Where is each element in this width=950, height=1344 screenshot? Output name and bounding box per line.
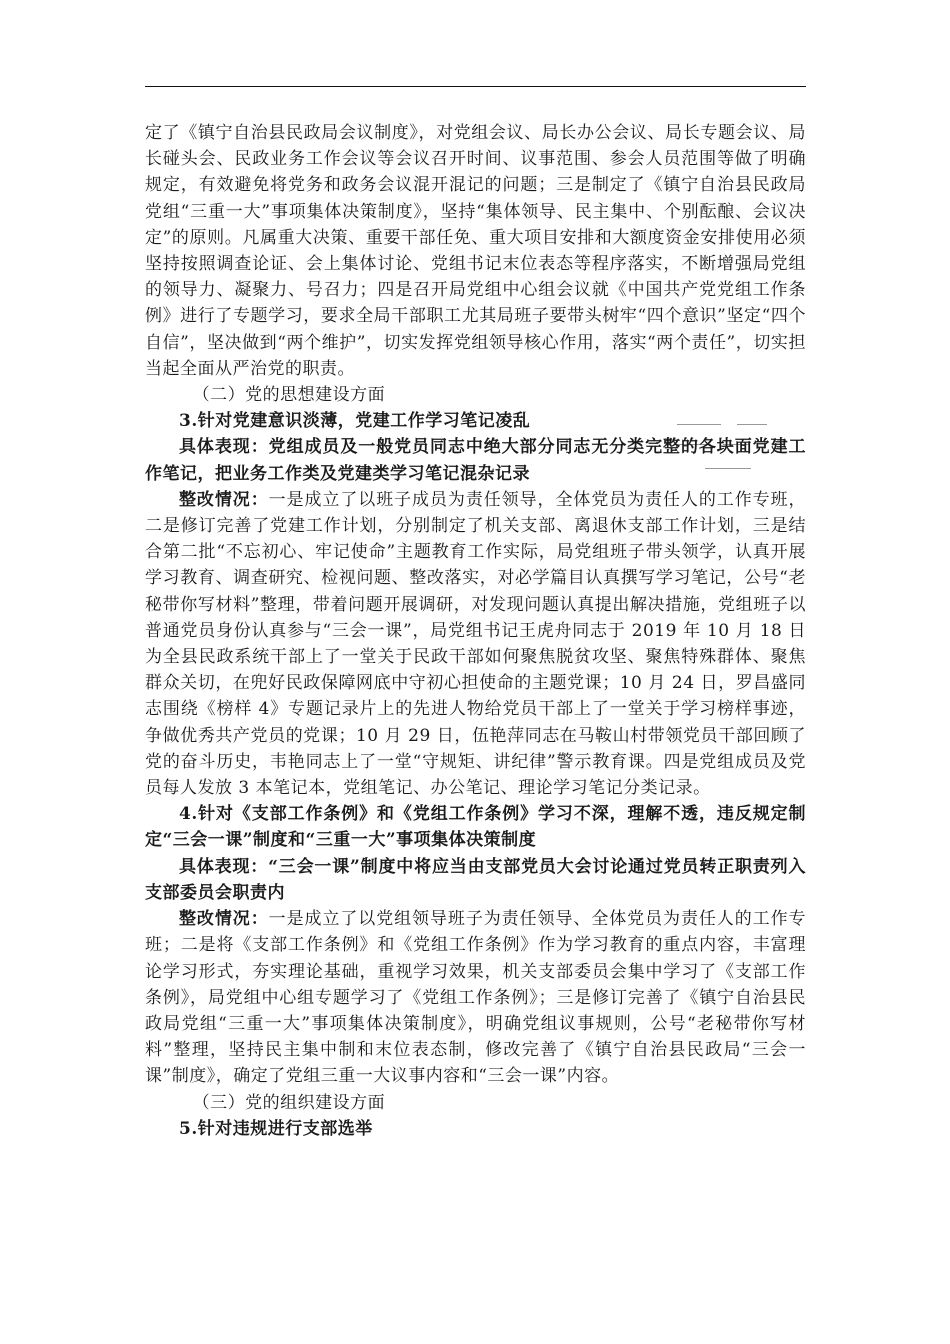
issue-3-rectification xyxy=(145,487,806,801)
issue-4-expression xyxy=(145,854,806,906)
issue-3-expression xyxy=(145,434,806,486)
issue-heading-5: 5.针对违规进行支部选举 xyxy=(179,1118,373,1139)
rectification-text: 一是成立了以班子成员为责任领导，全体党员为责任人的工作专班，二是修订完善了党建工作计划，分别制定了机关支部、离退休支部工作计划，三是结合第二批“不忘初心、牢记使命”主题教育工作实际，局党组班子带头领学，认真开展学习教育、调查研究、检视问题、整改落实，对必学篇目认真撰写学习笔记，公号“老秘带你写材料”整理，带着问题开展调研，对发现问题认真提出解决措施，党组班子以普通党员身份认真参与“三会一课”，局党组书记王虎舟同志于 2019 年 10 月 18 日为全县民政系统干部上了一堂关于民政干部如何聚焦脱贫攻坚、聚焦特殊群体、聚焦群众关切，在兜好民政保障网底中守初心担使命的主题党课；10 月 24 日，罗昌盛同志围绕《榜样 4》专题记录片上的先进人物给党员干部上了一堂关于学习榜样事迹，争做优秀共产党员的党课；10 月 29 日，伍艳萍同志在马鞍山村带领党员干部回顾了党的奋斗历史，韦艳同志上了一堂“守规矩、讲纪律”警示教育课。四是党组成员及党员每人发放 3 本笔记本，党组笔记、办公笔记、理论学习笔记分类记录。 xyxy=(145,489,807,799)
document-body xyxy=(145,120,806,1142)
expression-text: “三会一课”制度中将应当由支部党员大会讨论通过党员转正职责列入支部委员会职责内 xyxy=(145,856,806,903)
paragraph-rules-cont: 定了《镇宁自治县民政局会议制度》，对党组会议、局长办公会议、局长专题会议、局长碰头会、民政业务工作会议等会议召开时间、议事范围、参会人员范围等做了明确规定，有效避免将党务和政务会议混开混记的问题；三是制定了《镇宁自治县民政局党组“三重一大”事项集体决策制度》，坚持“集体领导、民主集中、个别酝酿、会议决定”的原则。凡属重大决策、重要干部任免、重大项目安排和大额度资金安排使用必须坚持按照调查论证、会上集体讨论、党组书记末位表态等程序落实，不断增强局党组的领导力、凝聚力、号召力；四是召开局党组中心组会议就《中国共产党党组工作条例》进行了专题学习，要求全局干部职工尤其局班子要带头树牢“四个意识”坚定“四个自信”，坚决做到“两个维护”，切实发挥党组领导核心作用，落实“两个责任”，切实担当起全面从严治党的职责。 xyxy=(145,123,806,379)
expression-label: 具体表现： xyxy=(179,437,269,458)
expression-label: 具体表现： xyxy=(179,856,269,877)
issue-heading-4: 4.针对《支部工作条例》和《党组工作条例》学习不深，理解不透，违反规定制定“三会一课”制度和“三重一大”事项集体决策制度 xyxy=(145,804,806,851)
section-heading-organizational: （三）党的组织建设方面 xyxy=(192,1092,386,1113)
rectification-text: 一是成立了以党组领导班子为责任领导、全体党员为责任人的工作专班；二是将《支部工作条例》和《党组工作条例》作为学习教育的重点内容，丰富理论学习形式，夯实理论基础，重视学习效果，机关支部委员会集中学习了《支部工作条例》，局党组中心组专题学习了《党组工作条例》；三是修订完善了《镇宁自治县民政局党组“三重一大”事项集体决策制度》，明确党组议事规则，公号“老秘带你写材料”整理，坚持民主集中制和末位表态制，修改完善了《镇宁自治县民政局“三会一课”制度》，确定了党组三重一大议事内容和“三会一课”内容。 xyxy=(145,909,807,1087)
header-rule xyxy=(145,86,806,87)
expression-text: 党组成员及一般党员同志中绝大部分同志无分类完整的各块面党建工作笔记，把业务工作类及党建类学习笔记混杂记录 xyxy=(145,437,807,484)
rectification-label: 整改情况： xyxy=(179,489,269,510)
issue-heading-3: 3.针对党建意识淡薄，党建工作学习笔记凌乱 xyxy=(179,411,531,432)
section-heading-ideological: （二）党的思想建设方面 xyxy=(192,385,386,406)
issue-4-rectification xyxy=(145,906,806,1089)
rectification-label: 整改情况： xyxy=(179,909,269,930)
